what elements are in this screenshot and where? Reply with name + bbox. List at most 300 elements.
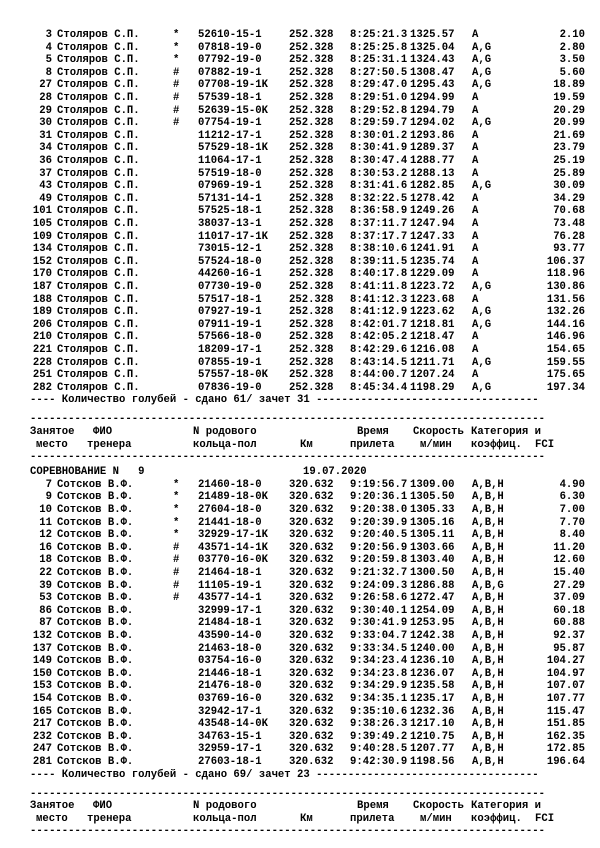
table-row (0, 504, 600, 517)
table-row (0, 542, 600, 555)
table-row (0, 580, 600, 593)
cell-name: Столяров С.П. (57, 117, 140, 130)
cell-km: 252.328 (289, 318, 334, 331)
cell-km: 252.328 (289, 205, 334, 218)
cell-place: 8 (45, 66, 52, 79)
cell-ring: 07792-19-0 (198, 54, 262, 67)
cell-mark: * (173, 478, 180, 491)
cell-time: 8:29:51.0 (350, 92, 408, 104)
cell-time: 9:30:40.1 (350, 604, 408, 617)
cell-time: 8:42:29.6 (350, 344, 408, 356)
cell-coef: 8.40 (559, 529, 585, 542)
cell-place: 282 (32, 381, 52, 394)
cell-speed: 1249.26 (410, 205, 455, 218)
cell-cat: A (472, 255, 479, 268)
cell-speed: 1305.33 (410, 504, 455, 517)
cell-speed: 1286.88 (410, 579, 455, 592)
cell-km: 320.632 (289, 529, 334, 542)
cell-place: 228 (32, 356, 52, 369)
table-row (0, 193, 600, 206)
cell-cat: A,B,H (472, 617, 504, 630)
table-row (0, 180, 600, 193)
table-row (0, 168, 600, 181)
cell-cat: A,B,H (472, 730, 504, 743)
cell-place: 105 (32, 218, 52, 230)
cell-mark: * (173, 529, 180, 542)
header-row-1 (0, 800, 600, 813)
cell-coef: 131.56 (546, 293, 585, 306)
cell-cat: A,G (472, 117, 492, 130)
cell-name: Сотсков В.Ф. (57, 567, 134, 580)
table-row (0, 693, 600, 706)
cell-place: 30 (39, 117, 52, 130)
cell-time: 8:42:05.2 (350, 331, 408, 344)
header-name: ФИО (93, 425, 113, 438)
cell-time: 8:30:41.9 (350, 142, 408, 155)
cell-km: 252.328 (289, 230, 334, 243)
cell-km: 320.632 (289, 478, 334, 491)
cell-coef: 23.79 (553, 142, 585, 155)
cell-time: 9:34:35.1 (350, 693, 408, 706)
cell-ring: 57557-18-0K (198, 369, 268, 382)
cell-name: Столяров С.П. (57, 205, 140, 218)
cell-speed: 1303.66 (410, 541, 455, 554)
header-place-sub: место (36, 438, 68, 451)
cell-ring: 07730-19-0 (198, 281, 262, 293)
cell-coef: 27.29 (553, 579, 585, 592)
table-row (0, 319, 600, 332)
cell-cat: A,B,H (472, 705, 504, 718)
cell-ring: 27604-18-0 (198, 504, 262, 517)
table-row (0, 718, 600, 731)
cell-coef: 154.65 (546, 344, 585, 356)
cell-km: 320.632 (289, 642, 334, 655)
cell-place: 153 (32, 680, 52, 693)
cell-name: Сотсков В.Ф. (57, 478, 134, 491)
cell-name: Столяров С.П. (57, 155, 140, 167)
rule: --------------------------------------------------------------------------------- (30, 825, 545, 838)
cell-cat: A,B,H (472, 655, 504, 668)
cell-coef: 115.47 (546, 705, 585, 718)
cell-ring: 07855-19-1 (198, 356, 262, 369)
table-row (0, 256, 600, 269)
cell-speed: 1223.68 (410, 293, 455, 306)
header-cat: Категория и (471, 425, 541, 438)
cell-speed: 1236.10 (410, 655, 455, 668)
cell-ring: 11064-17-1 (198, 155, 262, 167)
header-cat: Категория и (471, 800, 541, 813)
cell-coef: 107.77 (546, 693, 585, 706)
cell-place: 22 (39, 567, 52, 580)
cell-name: Столяров С.П. (57, 268, 140, 281)
cell-cat: A,B,H (472, 541, 504, 554)
cell-name: Столяров С.П. (57, 66, 140, 79)
cell-km: 252.328 (289, 218, 334, 230)
cell-time: 8:27:50.5 (350, 66, 408, 79)
cell-km: 320.632 (289, 541, 334, 554)
cell-coef: 95.87 (553, 642, 585, 655)
cell-place: 189 (32, 306, 52, 319)
header-row-2 (0, 439, 600, 452)
rule: --------------------------------------------------------------------------------- (30, 787, 545, 800)
cell-ring: 07927-19-1 (198, 306, 262, 319)
header-time: Время (357, 425, 389, 438)
table-row (0, 42, 600, 55)
cell-place: 39 (39, 579, 52, 592)
cell-time: 9:33:04.7 (350, 630, 408, 643)
cell-cat: A,G (472, 66, 492, 79)
cell-name: Столяров С.П. (57, 54, 140, 67)
cell-coef: 106.37 (546, 255, 585, 268)
cell-cat: A (472, 104, 479, 117)
cell-time: 9:20:59.8 (350, 554, 408, 567)
competition-date: 19.07.2020 (303, 466, 367, 479)
cell-place: 49 (39, 192, 52, 205)
cell-name: Сотсков В.Ф. (57, 504, 134, 517)
table-row (0, 517, 600, 530)
cell-ring: 11105-19-1 (198, 579, 262, 592)
header-name: ФИО (93, 800, 113, 813)
cell-place: 3 (45, 29, 52, 41)
cell-name: Столяров С.П. (57, 381, 140, 394)
cell-time: 9:40:28.5 (350, 743, 408, 756)
cell-coef: 5.60 (559, 66, 585, 79)
cell-mark: # (173, 66, 180, 79)
table-row (0, 567, 600, 580)
cell-time: 8:25:25.8 (350, 41, 408, 54)
cell-name: Столяров С.П. (57, 281, 140, 293)
cell-time: 8:29:52.8 (350, 104, 408, 117)
cell-ring: 44260-16-1 (198, 268, 262, 281)
cell-km: 252.328 (289, 142, 334, 155)
cell-cat: A,B,H (472, 743, 504, 756)
table-row (0, 382, 600, 395)
cell-speed: 1235.58 (410, 680, 455, 693)
cell-time: 9:20:36.1 (350, 491, 408, 504)
cell-km: 252.328 (289, 66, 334, 79)
cell-coef: 197.34 (546, 381, 585, 394)
cell-coef: 132.26 (546, 306, 585, 319)
cell-place: 150 (32, 667, 52, 680)
cell-km: 252.328 (289, 104, 334, 117)
cell-ring: 03770-16-0K (198, 554, 268, 567)
cell-speed: 1309.00 (410, 478, 455, 491)
cell-cat: A (472, 369, 479, 382)
cell-coef: 107.07 (546, 680, 585, 693)
cell-ring: 57529-18-1K (198, 142, 268, 155)
cell-place: 152 (32, 255, 52, 268)
cell-coef: 11.20 (553, 541, 585, 554)
cell-ring: 11017-17-1K (198, 230, 268, 243)
table-row (0, 29, 600, 42)
cell-name: Сотсков В.Ф. (57, 604, 134, 617)
cell-name: Сотсков В.Ф. (57, 756, 134, 769)
cell-km: 320.632 (289, 592, 334, 605)
table-row (0, 155, 600, 168)
cell-speed: 1254.09 (410, 604, 455, 617)
cell-coef: 175.65 (546, 369, 585, 382)
cell-place: 53 (39, 592, 52, 605)
cell-place: 210 (32, 331, 52, 344)
cell-cat: A,B,H (472, 718, 504, 731)
cell-time: 9:42:30.9 (350, 756, 408, 769)
cell-cat: A (472, 142, 479, 155)
header-time-sub: прилета (350, 812, 395, 825)
cell-km: 252.328 (289, 92, 334, 104)
cell-km: 252.328 (289, 79, 334, 92)
cell-km: 252.328 (289, 192, 334, 205)
cell-coef: 60.88 (553, 617, 585, 630)
header-speed: Скорость (413, 425, 464, 438)
cell-time: 8:40:17.8 (350, 268, 408, 281)
cell-km: 320.632 (289, 516, 334, 529)
cell-time: 8:32:22.5 (350, 192, 408, 205)
cell-time: 8:42:01.7 (350, 318, 408, 331)
cell-place: 137 (32, 642, 52, 655)
cell-cat: A,B,H (472, 592, 504, 605)
cell-name: Сотсков В.Ф. (57, 642, 134, 655)
cell-ring: 07882-19-1 (198, 66, 262, 79)
cell-coef: 151.85 (546, 718, 585, 731)
header-cat-sub: коэффиц. (471, 812, 522, 825)
cell-time: 9:20:56.9 (350, 541, 408, 554)
cell-coef: 159.55 (546, 356, 585, 369)
cell-speed: 1210.75 (410, 730, 455, 743)
cell-name: Столяров С.П. (57, 344, 140, 356)
cell-name: Столяров С.П. (57, 293, 140, 306)
table-row (0, 243, 600, 256)
rule-line (0, 825, 600, 838)
header-row-1 (0, 426, 600, 439)
cell-time: 8:31:41.6 (350, 180, 408, 193)
summary-line-2: ---- Количество голубей - сдано 69/ зачет 23 ----------------------------------- (30, 768, 539, 781)
cell-speed: 1325.04 (410, 41, 455, 54)
cell-km: 252.328 (289, 306, 334, 319)
table-row (0, 357, 600, 370)
table-row (0, 491, 600, 504)
cell-place: 132 (32, 630, 52, 643)
cell-name: Столяров С.П. (57, 369, 140, 382)
cell-place: 109 (32, 230, 52, 243)
table-row (0, 231, 600, 244)
cell-name: Столяров С.П. (57, 79, 140, 92)
cell-speed: 1232.36 (410, 705, 455, 718)
cell-name: Столяров С.П. (57, 218, 140, 230)
cell-place: 281 (32, 756, 52, 769)
cell-coef: 20.29 (553, 104, 585, 117)
table-row (0, 268, 600, 281)
cell-time: 9:30:41.9 (350, 617, 408, 630)
cell-time: 8:30:47.4 (350, 155, 408, 167)
cell-ring: 52610-15-1 (198, 29, 262, 41)
cell-speed: 1303.40 (410, 554, 455, 567)
table-row (0, 529, 600, 542)
cell-place: 4 (45, 41, 52, 54)
header-name-sub: тренера (87, 438, 132, 451)
cell-cat: A,B,H (472, 693, 504, 706)
header-place: Занятое (30, 425, 75, 438)
cell-speed: 1229.09 (410, 268, 455, 281)
cell-time: 9:33:34.5 (350, 642, 408, 655)
cell-cat: A (472, 167, 479, 180)
cell-km: 320.632 (289, 617, 334, 630)
cell-time: 8:41:12.3 (350, 293, 408, 306)
cell-coef: 7.70 (559, 516, 585, 529)
cell-name: Столяров С.П. (57, 192, 140, 205)
cell-mark: # (173, 79, 180, 92)
cell-place: 7 (45, 478, 52, 491)
cell-coef: 104.27 (546, 655, 585, 668)
cell-name: Сотсков В.Ф. (57, 541, 134, 554)
table-row (0, 630, 600, 643)
cell-ring: 43577-14-1 (198, 592, 262, 605)
cell-coef: 6.30 (559, 491, 585, 504)
cell-cat: A,G (472, 306, 492, 319)
cell-time: 9:20:38.0 (350, 504, 408, 517)
cell-coef: 4.90 (559, 478, 585, 491)
cell-place: 12 (39, 529, 52, 542)
cell-speed: 1223.62 (410, 306, 455, 319)
cell-coef: 76.28 (553, 230, 585, 243)
cell-coef: 104.97 (546, 667, 585, 680)
cell-coef: 25.19 (553, 155, 585, 167)
cell-name: Сотсков В.Ф. (57, 554, 134, 567)
cell-km: 320.632 (289, 667, 334, 680)
table-row (0, 554, 600, 567)
cell-name: Сотсков В.Ф. (57, 743, 134, 756)
cell-speed: 1294.02 (410, 117, 455, 130)
cell-km: 252.328 (289, 155, 334, 167)
table-row (0, 142, 600, 155)
cell-time: 8:29:47.0 (350, 79, 408, 92)
table-row (0, 655, 600, 668)
cell-km: 252.328 (289, 331, 334, 344)
cell-speed: 1242.38 (410, 630, 455, 643)
cell-km: 320.632 (289, 693, 334, 706)
summary-line-1-line (0, 394, 600, 407)
cell-name: Сотсков В.Ф. (57, 579, 134, 592)
cell-cat: A (472, 155, 479, 167)
cell-coef: 172.85 (546, 743, 585, 756)
cell-ring: 07911-19-1 (198, 318, 262, 331)
cell-mark: * (173, 504, 180, 517)
cell-time: 8:39:11.5 (350, 255, 408, 268)
table-row (0, 605, 600, 618)
cell-cat: A,G (472, 180, 492, 193)
table-row (0, 731, 600, 744)
header-name-sub: тренера (87, 812, 132, 825)
cell-name: Столяров С.П. (57, 331, 140, 344)
header-fci-sub: FCI (535, 438, 555, 451)
cell-coef: 19.59 (553, 92, 585, 104)
cell-name: Столяров С.П. (57, 356, 140, 369)
cell-mark: # (173, 554, 180, 567)
cell-name: Сотсков В.Ф. (57, 667, 134, 680)
cell-coef: 146.96 (546, 331, 585, 344)
cell-time: 8:38:10.6 (350, 243, 408, 256)
cell-speed: 1325.57 (410, 29, 455, 41)
cell-name: Столяров С.П. (57, 306, 140, 319)
cell-place: 134 (32, 243, 52, 256)
cell-ring: 21463-18-0 (198, 642, 262, 655)
cell-time: 8:41:12.9 (350, 306, 408, 319)
cell-ring: 07969-19-1 (198, 180, 262, 193)
cell-km: 320.632 (289, 554, 334, 567)
table-row (0, 680, 600, 693)
cell-speed: 1295.43 (410, 79, 455, 92)
cell-time: 8:43:14.5 (350, 356, 408, 369)
cell-cat: A (472, 205, 479, 218)
cell-time: 9:34:29.9 (350, 680, 408, 693)
cell-cat: A,B,H (472, 491, 504, 504)
cell-cat: A (472, 344, 479, 356)
cell-km: 252.328 (289, 381, 334, 394)
cell-cat: A,G (472, 79, 492, 92)
cell-mark: * (173, 491, 180, 504)
cell-coef: 60.18 (553, 604, 585, 617)
cell-cat: A,B,H (472, 667, 504, 680)
cell-ring: 07708-19-1K (198, 79, 268, 92)
cell-km: 320.632 (289, 730, 334, 743)
cell-cat: A,B,H (472, 504, 504, 517)
cell-place: 29 (39, 104, 52, 117)
cell-cat: A,G (472, 356, 492, 369)
cell-ring: 57131-14-1 (198, 192, 262, 205)
cell-coef: 7.00 (559, 504, 585, 517)
cell-km: 252.328 (289, 293, 334, 306)
header-km-sub: Км (300, 812, 313, 825)
cell-coef: 196.64 (546, 756, 585, 769)
cell-speed: 1278.42 (410, 192, 455, 205)
rule-line (0, 451, 600, 464)
table-row (0, 205, 600, 218)
cell-km: 252.328 (289, 180, 334, 193)
cell-mark: # (173, 567, 180, 580)
header-speed-sub: м/мин (420, 438, 452, 451)
cell-speed: 1198.56 (410, 756, 455, 769)
cell-name: Столяров С.П. (57, 104, 140, 117)
cell-km: 252.328 (289, 255, 334, 268)
cell-speed: 1218.81 (410, 318, 455, 331)
cell-ring: 38037-13-1 (198, 218, 262, 230)
cell-place: 31 (39, 129, 52, 142)
cell-speed: 1308.47 (410, 66, 455, 79)
cell-place: 165 (32, 705, 52, 718)
cell-coef: 12.60 (553, 554, 585, 567)
cell-cat: A (472, 243, 479, 256)
cell-place: 10 (39, 504, 52, 517)
cell-ring: 21441-18-0 (198, 516, 262, 529)
cell-speed: 1211.71 (410, 356, 455, 369)
cell-ring: 34763-15-1 (198, 730, 262, 743)
cell-coef: 2.10 (559, 29, 585, 41)
header-ring: N родового (193, 425, 257, 438)
cell-coef: 18.89 (553, 79, 585, 92)
cell-name: Столяров С.П. (57, 29, 140, 41)
cell-coef: 25.89 (553, 167, 585, 180)
cell-place: 34 (39, 142, 52, 155)
cell-time: 8:29:59.7 (350, 117, 408, 130)
cell-name: Столяров С.П. (57, 167, 140, 180)
cell-km: 252.328 (289, 129, 334, 142)
cell-ring: 03769-16-0 (198, 693, 262, 706)
cell-cat: A,B,H (472, 642, 504, 655)
header-cat-sub: коэффиц. (471, 438, 522, 451)
summary-line-1: ---- Количество голубей - сдано 61/ зачет 31 ----------------------------------- (30, 394, 539, 407)
cell-name: Столяров С.П. (57, 129, 140, 142)
cell-ring: 57519-18-0 (198, 167, 262, 180)
cell-time: 8:37:11.7 (350, 218, 408, 230)
